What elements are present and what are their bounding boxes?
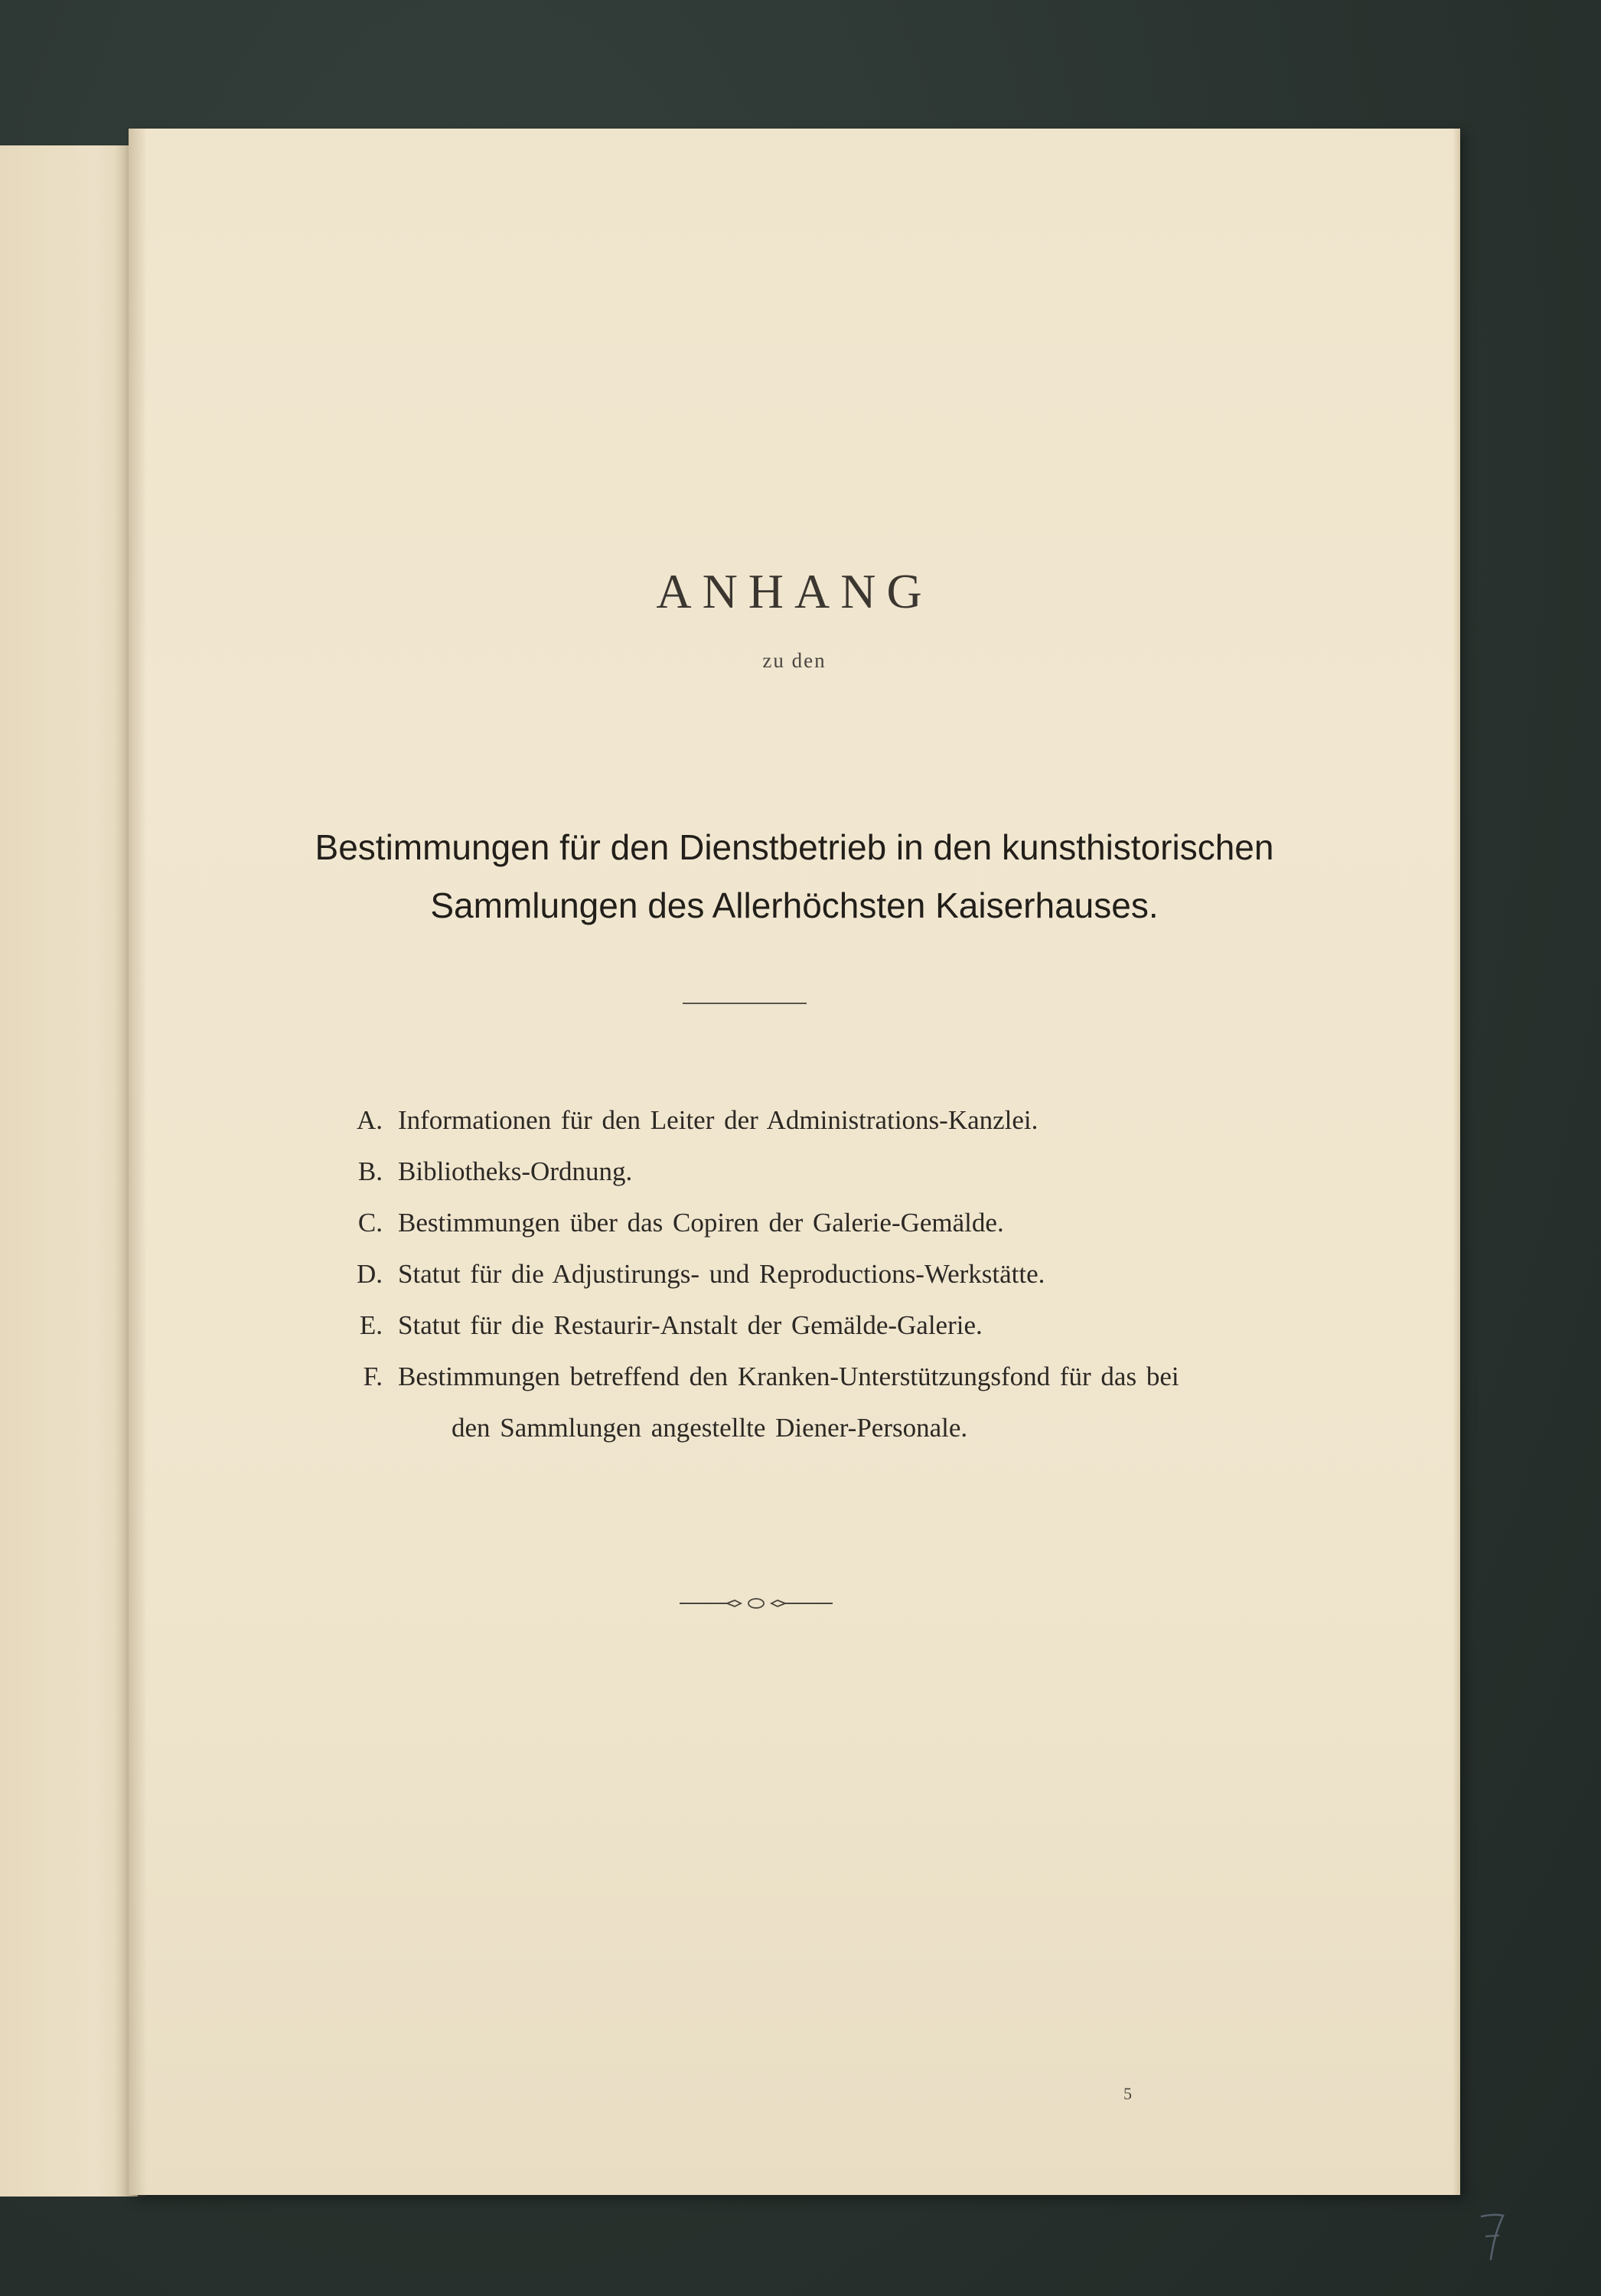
page-edge bbox=[1453, 129, 1460, 2195]
list-item-letter: A. bbox=[356, 1105, 383, 1135]
list-item-text: Statut für die Adjustirungs- und Reproductions-Werkstätte. bbox=[398, 1259, 1045, 1289]
page-number: 5 bbox=[1123, 2084, 1132, 2103]
list-item-text: Bestimmungen betreffend den Kranken-Unterstützungsfond für das bei bbox=[398, 1362, 1179, 1391]
list-item-text: Informationen für den Leiter der Administrations-Kanzlei. bbox=[398, 1105, 1039, 1135]
title-line-1: Bestimmungen für den Dienstbetrieb in den kunsthistorischen bbox=[315, 827, 1274, 867]
list-item bbox=[335, 1300, 1407, 1351]
page-subheading: zu den bbox=[762, 649, 827, 672]
list-item-letter: C. bbox=[357, 1208, 383, 1238]
list-item-letter: F. bbox=[363, 1362, 383, 1391]
list-item bbox=[335, 1146, 1407, 1197]
contents-list bbox=[335, 1094, 1407, 1453]
list-item-text: den Sammlungen angestellte Diener-Personale. bbox=[452, 1413, 968, 1443]
list-item-letter: B. bbox=[357, 1156, 383, 1186]
document-page bbox=[129, 129, 1460, 2195]
list-item-text: Bibliotheks-Ordnung. bbox=[398, 1156, 633, 1186]
list-item bbox=[335, 1351, 1407, 1402]
list-item-text: Bestimmungen über das Copiren der Galerie-Gemälde. bbox=[398, 1208, 1004, 1238]
list-item bbox=[335, 1197, 1407, 1248]
ornament-divider bbox=[680, 1592, 833, 1615]
list-item-letter: E. bbox=[359, 1310, 383, 1340]
handwritten-folio-number bbox=[1477, 2210, 1508, 2264]
list-item bbox=[335, 1094, 1407, 1146]
list-item-text: Statut für die Restaurir-Anstalt der Gemälde-Galerie. bbox=[398, 1310, 983, 1340]
list-item-letter: D. bbox=[356, 1259, 383, 1289]
list-item-continuation bbox=[335, 1402, 1407, 1453]
title-line-2: Sammlungen des Allerhöchsten Kaiserhauses. bbox=[430, 885, 1159, 925]
list-item bbox=[335, 1248, 1407, 1300]
page-heading: ANHANG bbox=[656, 564, 933, 618]
divider-rule bbox=[683, 1003, 807, 1004]
